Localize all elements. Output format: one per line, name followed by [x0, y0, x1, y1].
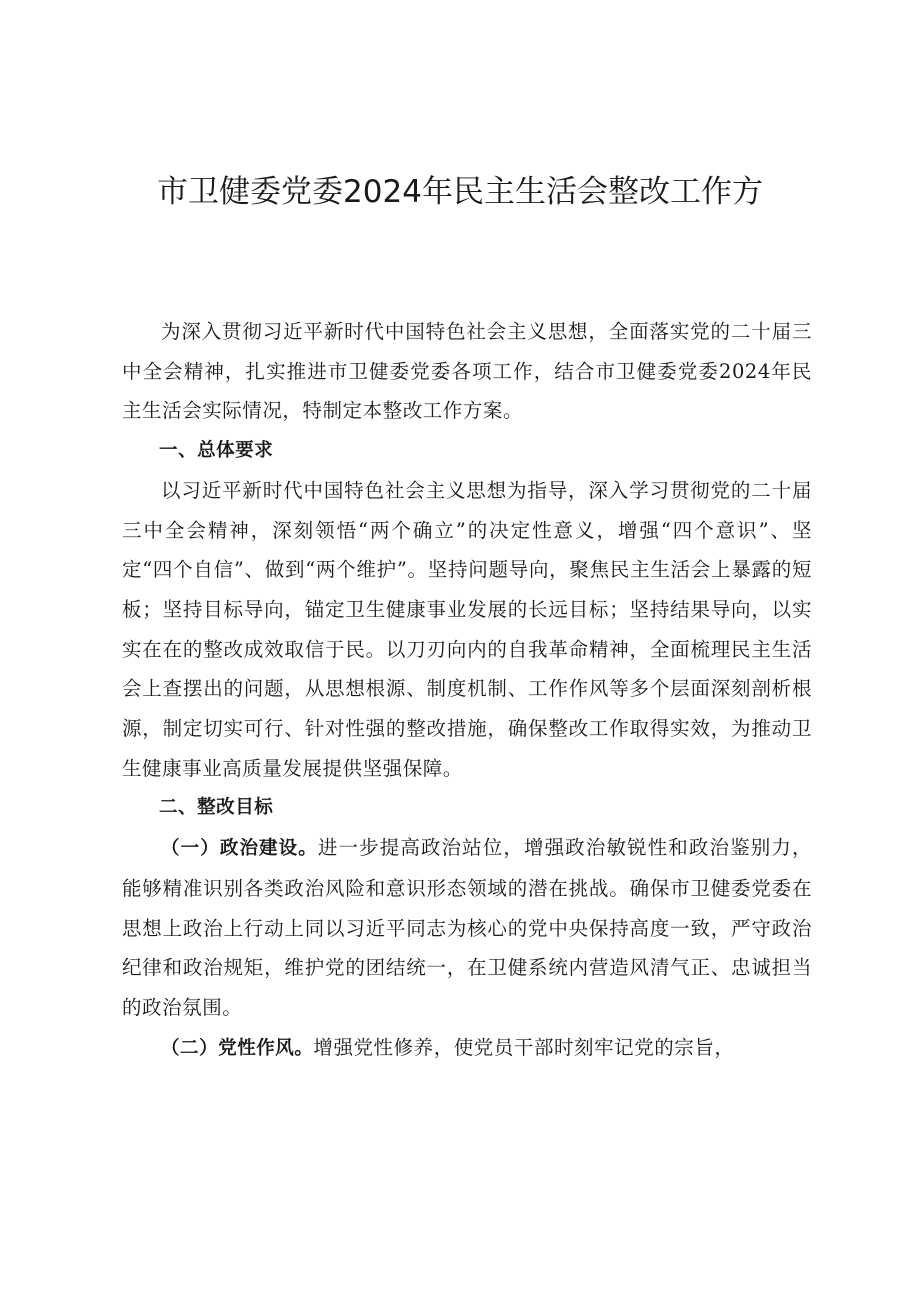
section-heading-rectification-goals: 二、整改目标 [159, 797, 274, 819]
document-title: 市卫健委党委2024年民主生活会整改工作方 [157, 174, 763, 210]
general-requirements-paragraph: 以习近平新时代中国特色社会主义思想为指导，深入学习贯彻党的二十届三中全会精神，深刻领悟“两个确立”的决定性意义，增强“四个意识”、坚定“四个自信”、做到“两个维护”。坚持问题导向，聚焦民主生活会上暴露的短板；坚持目标导向，锚定卫生健康事业发展的长远目标；坚持结果导向，以实实在在的整改成效取信于民。以刀刃向内的自我革命精神，全面梳理民主生活会上查摆出的问题，从思想根源、制度机制、工作作风等多个层面深刻剖析根源，制定切实可行、针对性强的整改措施，确保整改工作取得实效，为推动卫生健康事业高质量发展提供坚强保障。 [122, 478, 812, 780]
intro-paragraph: 为深入贯彻习近平新时代中国特色社会主义思想，全面落实党的二十届三中全会精神，扎实推进市卫健委党委各项工作，结合市卫健委党委2024年民主生活会实际情况，特制定本整改工作方案。 [122, 320, 812, 423]
document-body [122, 308, 812, 1068]
goal-item-party-style [122, 1028, 812, 1069]
goal-item-text: 增强党性修养，使党员干部时刻牢记党的宗旨， [313, 1035, 735, 1059]
goal-item-label: （一）政治建设。 [161, 838, 318, 860]
goal-item-label: （二）党性作风。 [161, 1037, 314, 1059]
goal-item-political-building [122, 828, 812, 1028]
section-heading-general-requirements: 一、总体要求 [159, 440, 274, 462]
goal-item-text: 进一步提高政治站位，增强政治敏锐性和政治鉴别力，能够精准识别各类政治风险和意识形态领域的潜在挑战。确保市卫健委党委在思想上政治上行动上同以习近平同志为核心的党中央保持高度一致，严守政治纪律和政治规矩，维护党的团结统一，在卫健系统内营造风清气正、忠诚担当的政治氛围。 [122, 836, 812, 1019]
